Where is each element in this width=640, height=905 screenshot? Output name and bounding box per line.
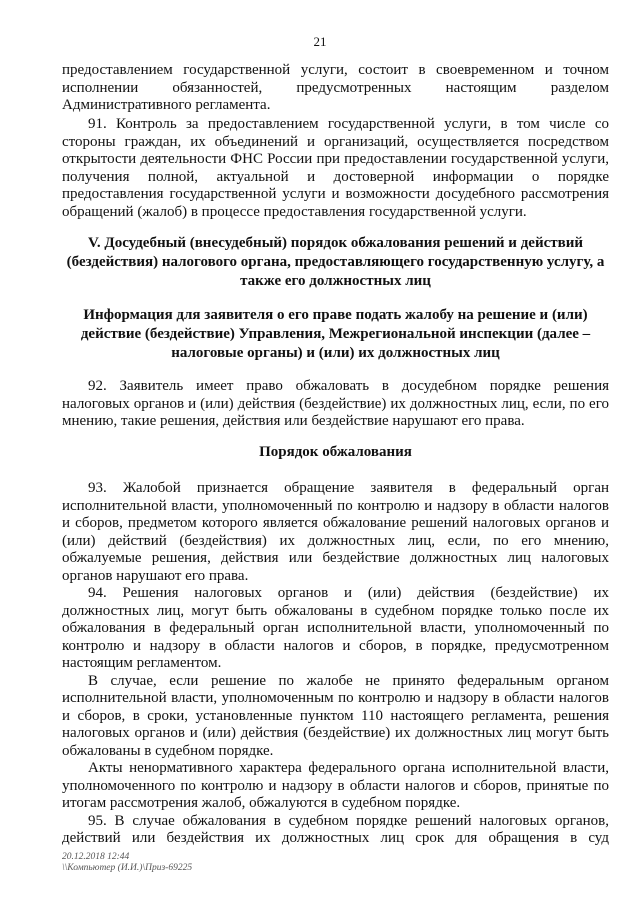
text-line: В случае, если решение по жалобе не принято федеральным органом: [88, 672, 609, 689]
text-line: исполнительной власти, уполномоченным по контролю и надзору в области налогов: [62, 690, 609, 706]
text-line: обращений (жалоб) в процессе предоставления государственной услуги.: [62, 203, 527, 220]
heading-line: V. Досудебный (внесудебный) порядок обжалования решений и действий: [87, 235, 583, 251]
text-line: органов нарушают его права.: [62, 567, 249, 584]
text-line: и сборов, предметом которого является обжалование решений налоговых органов и: [62, 515, 609, 531]
paragraphs-93-95: [62, 480, 609, 848]
section-v-heading: [62, 234, 609, 291]
print-timestamp: 20.12.2018 12:44: [62, 852, 130, 862]
text-line: 92. Заявитель имеет право обжаловать в досудебном порядке решения: [88, 378, 609, 394]
text-line: Акты ненормативного характера федерального органа исполнительной власти,: [88, 760, 609, 776]
text-line: должностных лиц, могут быть обжалованы в судебном порядке только после их: [62, 602, 609, 619]
print-footer: [62, 852, 192, 874]
text-line: и сборов, в сроки, установленные пунктом 110 настоящего регламента, решения: [62, 707, 609, 724]
heading-line: также его должностных лиц: [240, 273, 431, 289]
text-line: 91. Контроль за предоставлением государственной услуги, в том числе со: [88, 116, 609, 132]
text-line: обжалования в федеральный орган исполнительной власти, уполномоченный по: [62, 620, 609, 636]
text-line: (или) действий (бездействия) их должностных лиц, если, по его мнению,: [62, 532, 609, 549]
text-line: 95. В случае обжалования в судебном порядке решений налоговых органов,: [88, 812, 609, 829]
heading-line: Порядок обжалования: [259, 444, 412, 460]
text-line: итогам рассмотрения жалоб, обжалуются в судебном порядке.: [62, 795, 461, 811]
text-line: налоговых органов и (или) действия (бездействие) их должностных лиц, если, по его: [62, 395, 609, 412]
text-line: получения полной, актуальной и достоверной информации о порядке: [62, 168, 609, 185]
text-line: 94. Решения налоговых органов и (или) действия (бездействие) их: [88, 585, 609, 601]
text-line: предоставления государственной услуги и возможности досудебного рассмотрения: [62, 186, 609, 202]
page-number: 21: [313, 34, 327, 49]
heading-line: (бездействия) налогового органа, предоставляющего государственную услугу, а: [66, 254, 605, 270]
text-line: обжалованы в судебном порядке.: [62, 742, 274, 759]
text-line: открытости деятельности ФНС России при предоставлении государственной услуги,: [62, 151, 609, 167]
paragraph-92: [62, 378, 609, 431]
print-path: \\Компьютер (И.И.)\Приз-69225: [62, 863, 193, 873]
text-line: 93. Жалобой признается обращение заявителя в федеральный орган: [88, 480, 609, 496]
text-line: контролю и надзору в области налогов и сборов, в порядке, предусмотренном: [62, 637, 609, 654]
heading-line: Информация для заявителя о его праве подать жалобу на решение и (или): [83, 307, 588, 323]
heading-line: действие (бездействие) Управления, Межрегиональной инспекции (далее –: [80, 326, 591, 342]
text-line: настоящим регламентом.: [62, 655, 222, 671]
text-line: мнению, такие решения, действия или бездействие нарушают его права.: [62, 413, 525, 429]
text-line: исполнительной власти, уполномоченный по контролю и надзору в области налогов: [62, 497, 609, 514]
paragraph-91: [62, 116, 609, 221]
text-line: предоставлением государственной услуги, состоит в своевременном и точном: [62, 62, 609, 78]
heading-line: налоговые органы) и (или) их должностных лиц: [171, 345, 500, 361]
procedure-heading: [62, 443, 609, 462]
text-line: обжалуемые решения, действия или бездействие должностных лиц налоговых: [62, 550, 609, 566]
text-line: уполномоченного по контролю и надзору в области налогов и сборов, принятые по: [62, 777, 609, 794]
text-line: исполнении обязанностей, предусмотренных настоящим разделом: [62, 79, 609, 96]
text-line: Административного регламента.: [62, 97, 271, 113]
text-line: стороны граждан, их объединений и организаций, осуществляется посредством: [62, 133, 609, 150]
text-line: налоговых органов и (или) действия (бездействие) их должностных лиц могут быть: [62, 725, 609, 741]
text-line: действий или бездействия их должностных лиц срок для обращения в суд: [62, 830, 609, 846]
paragraph-90-continuation: [62, 62, 609, 115]
information-heading: [62, 306, 609, 363]
